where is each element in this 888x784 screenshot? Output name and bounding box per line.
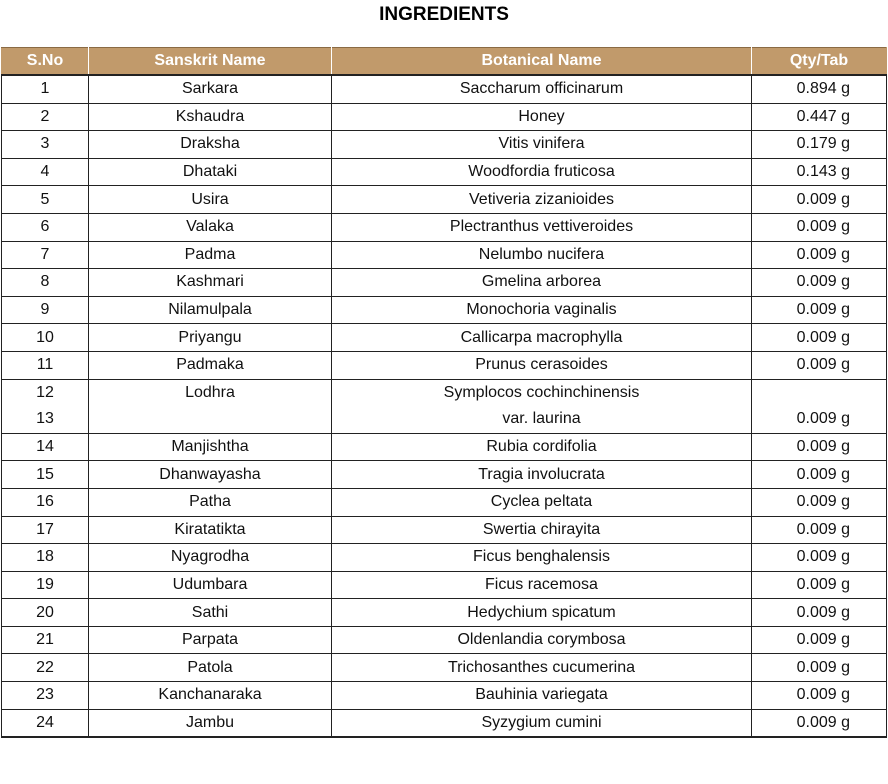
table-row (2, 406, 887, 433)
cell-sno: 8 (2, 269, 89, 297)
cell-sanskrit-name: Udumbara (89, 571, 332, 599)
column-header-sno: S.No (2, 48, 89, 76)
cell-botanical-name: var. laurina (332, 406, 752, 433)
cell-sno: 23 (2, 682, 89, 710)
table-row (2, 351, 887, 379)
cell-sanskrit-name: Priyangu (89, 324, 332, 352)
cell-qty-per-tab: 0.179 g (752, 131, 887, 159)
cell-sanskrit-name: Manjishtha (89, 433, 332, 461)
cell-sanskrit-name: Kashmari (89, 269, 332, 297)
cell-sno: 9 (2, 296, 89, 324)
cell-sno: 12 (2, 379, 89, 406)
cell-sno: 17 (2, 516, 89, 544)
table-header (2, 48, 887, 76)
cell-qty-per-tab: 0.009 g (752, 186, 887, 214)
cell-qty-per-tab: 0.009 g (752, 269, 887, 297)
table-row (2, 544, 887, 572)
cell-qty-per-tab: 0.009 g (752, 709, 887, 737)
table-row (2, 488, 887, 516)
cell-botanical-name: Woodfordia fruticosa (332, 158, 752, 186)
cell-botanical-name: Trichosanthes cucumerina (332, 654, 752, 682)
cell-qty-per-tab: 0.009 g (752, 433, 887, 461)
cell-qty-per-tab: 0.009 g (752, 626, 887, 654)
cell-botanical-name: Honey (332, 103, 752, 131)
column-header-qty-per-tab: Qty/Tab (752, 48, 887, 76)
cell-sno: 14 (2, 433, 89, 461)
table-row (2, 682, 887, 710)
table-row (2, 626, 887, 654)
header-row (2, 48, 887, 76)
cell-sanskrit-name: Nyagrodha (89, 544, 332, 572)
table-row (2, 103, 887, 131)
table-row (2, 709, 887, 737)
table-row (2, 461, 887, 489)
cell-sno: 24 (2, 709, 89, 737)
table-row (2, 379, 887, 406)
cell-botanical-name: Hedychium spicatum (332, 599, 752, 627)
cell-qty-per-tab: 0.009 g (752, 654, 887, 682)
cell-sno: 2 (2, 103, 89, 131)
cell-sno: 19 (2, 571, 89, 599)
cell-sanskrit-name: Sathi (89, 599, 332, 627)
cell-qty-per-tab: 0.009 g (752, 406, 887, 433)
cell-sno: 13 (2, 406, 89, 433)
cell-qty-per-tab: 0.143 g (752, 158, 887, 186)
cell-botanical-name: Prunus cerasoides (332, 351, 752, 379)
cell-qty-per-tab: 0.009 g (752, 351, 887, 379)
cell-sno: 21 (2, 626, 89, 654)
cell-qty-per-tab: 0.009 g (752, 544, 887, 572)
cell-sanskrit-name: Lodhra (89, 379, 332, 406)
cell-sno: 11 (2, 351, 89, 379)
cell-botanical-name: Ficus benghalensis (332, 544, 752, 572)
cell-sanskrit-name: Kshaudra (89, 103, 332, 131)
cell-sno: 18 (2, 544, 89, 572)
table-row (2, 296, 887, 324)
cell-botanical-name: Plectranthus vettiveroides (332, 213, 752, 241)
cell-sno: 22 (2, 654, 89, 682)
table-row (2, 158, 887, 186)
table-row (2, 186, 887, 214)
cell-sno: 5 (2, 186, 89, 214)
cell-qty-per-tab: 0.009 g (752, 571, 887, 599)
table-row (2, 599, 887, 627)
cell-qty-per-tab: 0.009 g (752, 461, 887, 489)
cell-sanskrit-name: Parpata (89, 626, 332, 654)
cell-sanskrit-name: Jambu (89, 709, 332, 737)
cell-sno: 10 (2, 324, 89, 352)
cell-sanskrit-name: Patha (89, 488, 332, 516)
cell-sno: 6 (2, 213, 89, 241)
cell-sno: 20 (2, 599, 89, 627)
cell-sanskrit-name: Padma (89, 241, 332, 269)
table-row (2, 571, 887, 599)
cell-sanskrit-name: Dhanwayasha (89, 461, 332, 489)
cell-botanical-name: Vitis vinifera (332, 131, 752, 159)
cell-qty-per-tab: 0.009 g (752, 296, 887, 324)
cell-qty-per-tab: 0.009 g (752, 213, 887, 241)
cell-sanskrit-name (89, 406, 332, 433)
cell-botanical-name: Nelumbo nucifera (332, 241, 752, 269)
cell-qty-per-tab: 0.009 g (752, 599, 887, 627)
cell-sanskrit-name: Patola (89, 654, 332, 682)
cell-qty-per-tab: 0.009 g (752, 682, 887, 710)
cell-botanical-name: Ficus racemosa (332, 571, 752, 599)
cell-sanskrit-name: Dhataki (89, 158, 332, 186)
table-body (2, 75, 887, 737)
cell-botanical-name: Saccharum officinarum (332, 75, 752, 103)
page-title: INGREDIENTS (379, 4, 509, 25)
table-row (2, 516, 887, 544)
cell-botanical-name: Vetiveria zizanioides (332, 186, 752, 214)
table-row (2, 654, 887, 682)
cell-sno: 1 (2, 75, 89, 103)
table-row (2, 324, 887, 352)
table-row (2, 433, 887, 461)
cell-botanical-name: Bauhinia variegata (332, 682, 752, 710)
table-row (2, 131, 887, 159)
column-header-botanical-name: Botanical Name (332, 48, 752, 76)
cell-sanskrit-name: Draksha (89, 131, 332, 159)
table-row (2, 241, 887, 269)
cell-botanical-name: Syzygium cumini (332, 709, 752, 737)
cell-qty-per-tab: 0.894 g (752, 75, 887, 103)
table-row (2, 75, 887, 103)
cell-sanskrit-name: Kiratatikta (89, 516, 332, 544)
cell-qty-per-tab: 0.447 g (752, 103, 887, 131)
cell-botanical-name: Tragia involucrata (332, 461, 752, 489)
cell-botanical-name: Gmelina arborea (332, 269, 752, 297)
cell-qty-per-tab: 0.009 g (752, 324, 887, 352)
cell-sno: 16 (2, 488, 89, 516)
cell-botanical-name: Symplocos cochinchinensis (332, 379, 752, 406)
cell-qty-per-tab: 0.009 g (752, 241, 887, 269)
cell-sanskrit-name: Kanchanaraka (89, 682, 332, 710)
table-row (2, 213, 887, 241)
cell-sno: 3 (2, 131, 89, 159)
column-header-sanskrit-name: Sanskrit Name (89, 48, 332, 76)
ingredients-table (1, 47, 887, 738)
cell-botanical-name: Rubia cordifolia (332, 433, 752, 461)
cell-sno: 4 (2, 158, 89, 186)
cell-botanical-name: Callicarpa macrophylla (332, 324, 752, 352)
table-row (2, 269, 887, 297)
cell-botanical-name: Oldenlandia corymbosa (332, 626, 752, 654)
cell-botanical-name: Cyclea peltata (332, 488, 752, 516)
cell-qty-per-tab: 0.009 g (752, 488, 887, 516)
cell-qty-per-tab (752, 379, 887, 406)
cell-botanical-name: Monochoria vaginalis (332, 296, 752, 324)
cell-qty-per-tab: 0.009 g (752, 516, 887, 544)
cell-sanskrit-name: Nilamulpala (89, 296, 332, 324)
cell-sanskrit-name: Sarkara (89, 75, 332, 103)
cell-sno: 15 (2, 461, 89, 489)
cell-sno: 7 (2, 241, 89, 269)
cell-sanskrit-name: Usira (89, 186, 332, 214)
cell-sanskrit-name: Valaka (89, 213, 332, 241)
cell-sanskrit-name: Padmaka (89, 351, 332, 379)
cell-botanical-name: Swertia chirayita (332, 516, 752, 544)
